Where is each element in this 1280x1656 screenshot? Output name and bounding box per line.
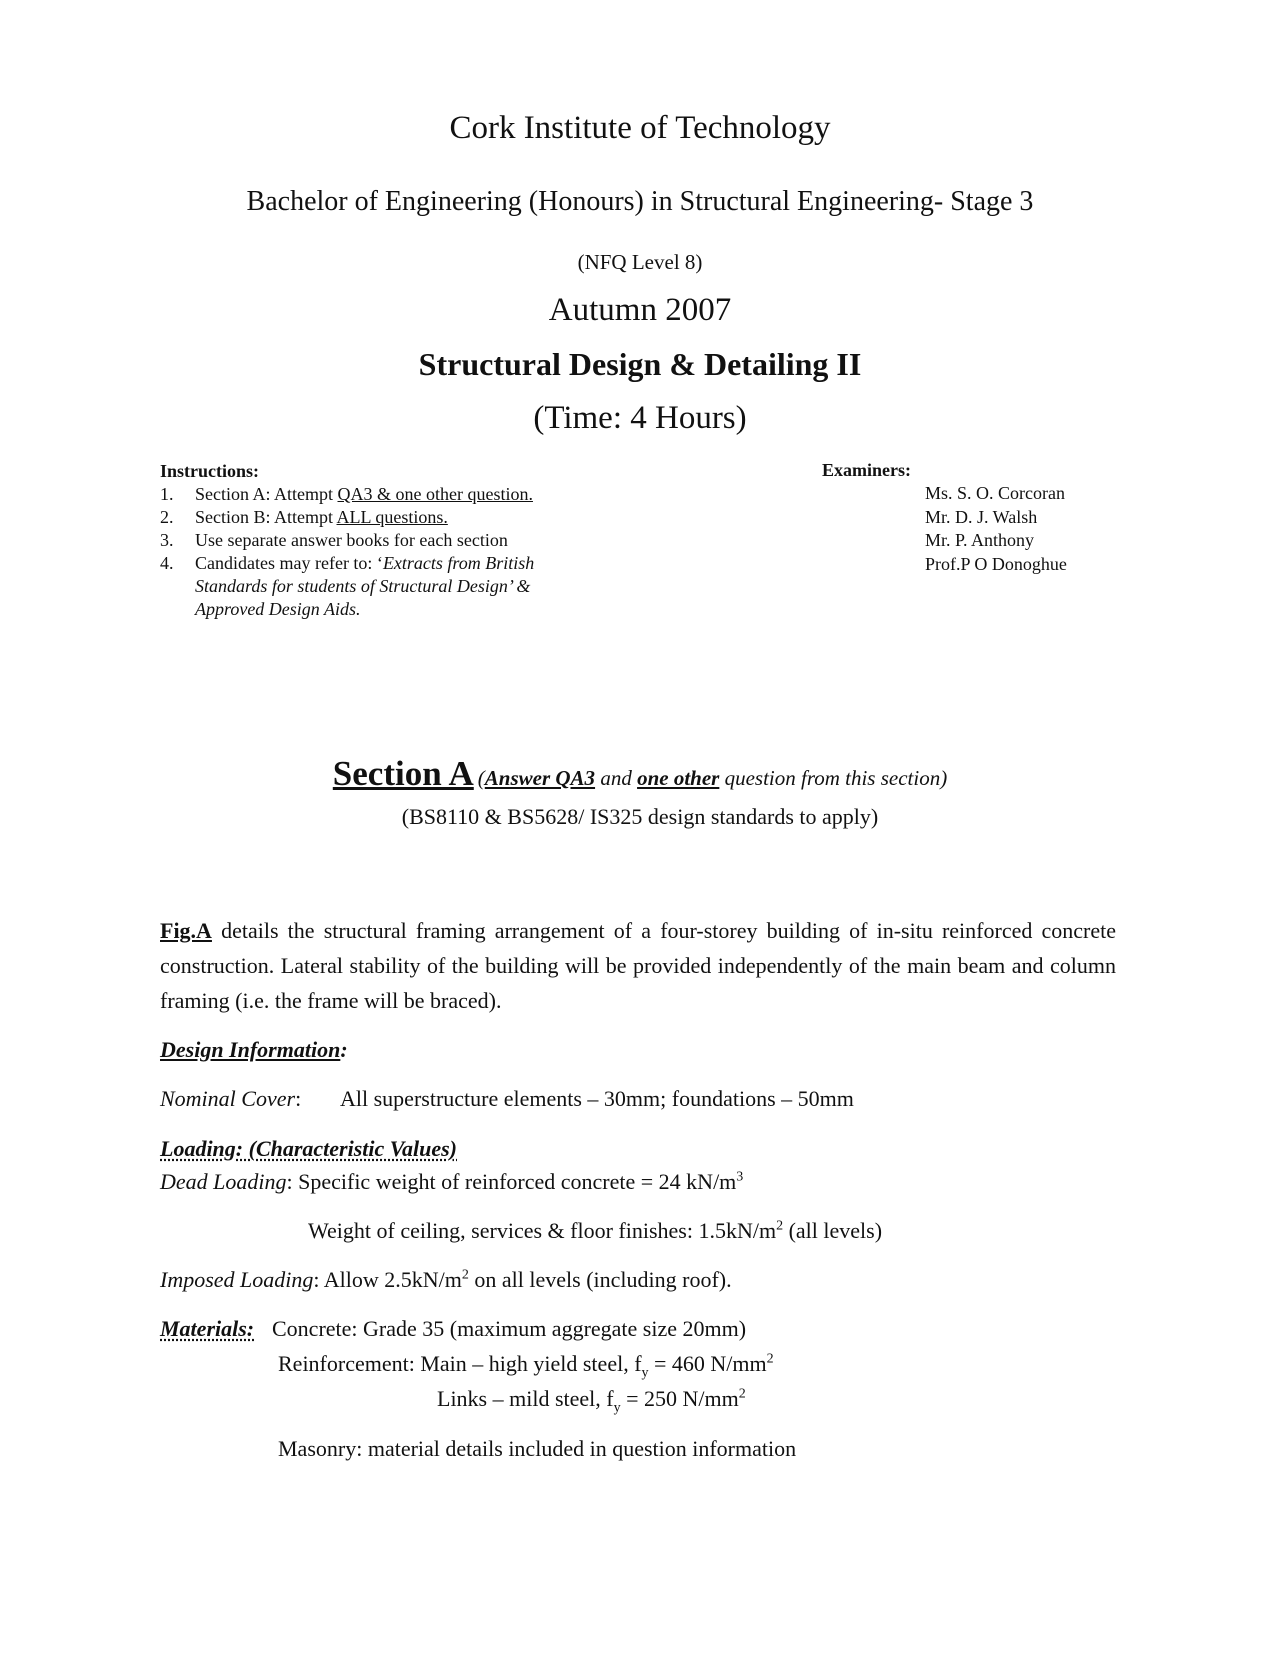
module-title: Structural Design & Detailing II [418, 346, 862, 382]
ceiling-sup: 2 [776, 1218, 784, 1234]
reinf-sub: y [641, 1365, 649, 1381]
cover-text: All superstructure elements – 30mm; foundations – 50mm [340, 1086, 854, 1111]
instruction-item [160, 483, 580, 506]
design-info-label: Design Information [160, 1037, 341, 1062]
cover-label: Nominal Cover [160, 1086, 296, 1111]
imposed-label: Imposed Loading [160, 1267, 314, 1292]
masonry-text: Masonry: material details included in question information [278, 1436, 797, 1461]
links-val: = 250 N/mm [620, 1386, 739, 1411]
loading-heading [160, 1136, 457, 1162]
instruction-underlined: QA3 & one other question. [337, 484, 533, 504]
programme-title: Bachelor of Engineering (Honours) in Structural Engineering- Stage 3 [246, 186, 1034, 217]
section-a-note [478, 766, 947, 790]
instruction-text: Candidates may refer to: ‘ [195, 553, 383, 573]
imposed-text: : Allow 2.5kN/m [313, 1267, 462, 1292]
instruction-item [160, 506, 580, 529]
intro-paragraph [160, 913, 1116, 1018]
design-info-heading [160, 1037, 348, 1063]
note-open: ( [477, 766, 485, 790]
design-info-colon: : [340, 1037, 348, 1062]
concrete-text: Concrete: Grade 35 (maximum aggregate size 20mm) [272, 1316, 747, 1341]
instruction-text: Use separate answer books for each section [195, 530, 508, 550]
ceiling-end: (all levels) [783, 1218, 883, 1243]
section-a-title: Section A [332, 754, 474, 793]
links-text: Links – mild steel, f [437, 1386, 614, 1411]
materials-line [160, 1316, 254, 1342]
loading-heading-text: Loading: (Characteristic Values) [160, 1136, 458, 1161]
examiner-name: Mr. P. Anthony [925, 530, 1035, 550]
imposed-sup: 2 [461, 1267, 469, 1283]
exam-duration: (Time: 4 Hours) [533, 400, 747, 436]
instruction-number: 2. [160, 507, 174, 527]
instruction-item [160, 529, 580, 552]
instruction-item [160, 552, 580, 621]
reinf-val: = 460 N/mm [648, 1351, 767, 1376]
instruction-text: Section A: Attempt [195, 484, 338, 504]
intro-text: details the structural framing arrangement of a four-storey building of in-situ reinforced concrete construction. Lateral stability of the building will be provided independently of the main beam and column framing (i.e. the frame will be braced). [160, 918, 1116, 1013]
fig-reference: Fig.A [160, 918, 212, 943]
note-end: question from this section) [719, 766, 948, 790]
links-line [437, 1386, 746, 1416]
design-standards: (BS8110 & BS5628/ IS325 design standards to apply) [401, 804, 879, 829]
reinf-text: Reinforcement: Main – high yield steel, f [278, 1351, 642, 1376]
instruction-number: 3. [160, 530, 174, 550]
examiner-name: Prof.P O Donoghue [925, 553, 1067, 574]
ceiling-text: Weight of ceiling, services & floor finishes: 1.5kN/m [308, 1218, 777, 1243]
note-mid: and [595, 766, 638, 790]
instruction-number: 4. [160, 553, 174, 573]
instruction-text: Section B: Attempt [195, 507, 337, 527]
section-a-heading [0, 754, 1280, 794]
nfq-level: (NFQ Level 8) [577, 250, 703, 274]
examiner-name: Mr. D. J. Walsh [925, 506, 1038, 527]
dead-loading-line [160, 1169, 743, 1195]
instructions-block [160, 460, 580, 621]
note-bold-2: one other [637, 766, 720, 790]
instruction-number: 1. [160, 484, 174, 504]
reinforcement-line [278, 1351, 774, 1381]
imposed-loading-line [160, 1267, 732, 1293]
dead-text: : Specific weight of reinforced concrete = 24 kN/m [286, 1169, 737, 1194]
instruction-underlined: ALL questions. [336, 507, 448, 527]
examiner-name: Ms. S. O. Corcoran [925, 483, 1065, 503]
cover-colon: : [295, 1086, 302, 1111]
ceiling-line [308, 1218, 882, 1244]
links-sup: 2 [738, 1386, 746, 1402]
instructions-list [160, 483, 580, 621]
note-bold-1: Answer QA3 [484, 766, 596, 790]
institution-title: Cork Institute of Technology [449, 110, 831, 146]
materials-label: Materials: [160, 1316, 255, 1341]
links-sub: y [613, 1400, 621, 1416]
dead-label: Dead Loading [160, 1169, 287, 1194]
imposed-end: on all levels (including roof). [468, 1267, 732, 1292]
examiners-heading: Examiners: [822, 460, 911, 480]
instructions-heading: Instructions: [160, 461, 260, 481]
examiners-list [925, 482, 1067, 576]
exam-session: Autumn 2007 [548, 292, 732, 328]
dead-sup: 3 [736, 1169, 744, 1185]
reinf-sup: 2 [766, 1351, 774, 1367]
nominal-cover-line [160, 1086, 301, 1112]
instruction-italic: Extracts from British Standards for students of Structural Design’ & Approved Design Aids. [195, 553, 535, 619]
